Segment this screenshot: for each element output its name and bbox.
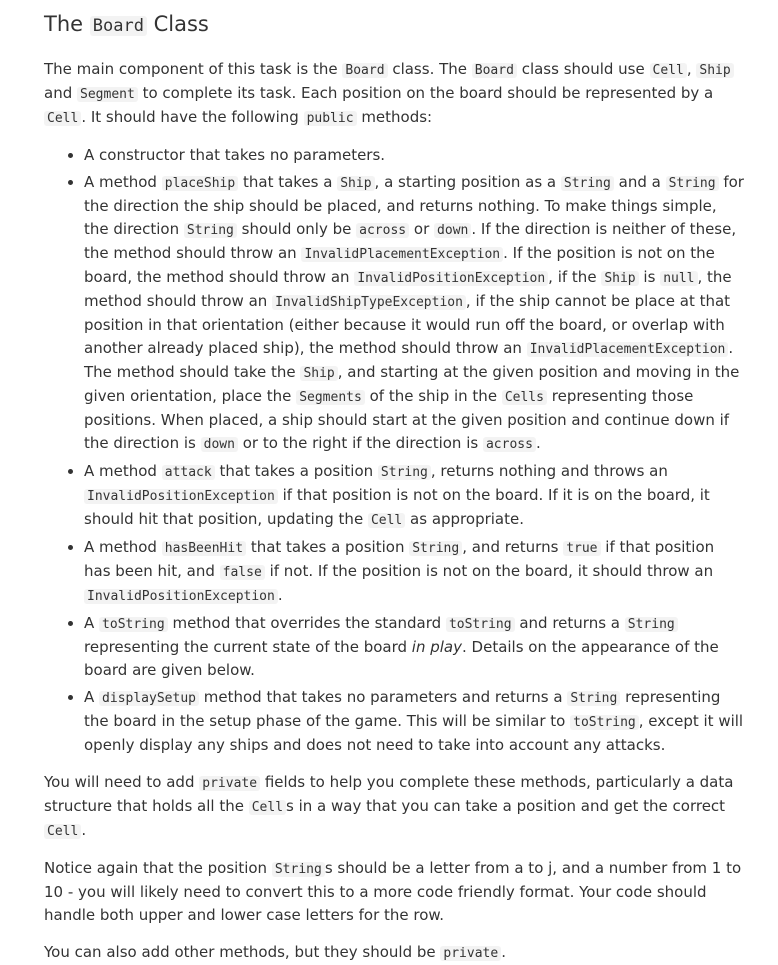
inline-code: down <box>201 437 238 452</box>
inline-code: false <box>220 565 265 580</box>
body-text: . If the position is not on the board, the method should throw an <box>84 244 715 286</box>
inline-code: String <box>567 691 620 706</box>
body-text: . <box>81 821 87 839</box>
inline-code: across <box>483 437 536 452</box>
body-text: class. The <box>392 60 467 78</box>
inline-code: across <box>356 223 409 238</box>
inline-code: InvalidPlacementException <box>527 342 729 357</box>
body-text: s should be a letter from a to j, and a number from 1 to 10 - you will likely need to convert this to a more code friendly format. Your code should handle both upper and lower case letters for the row. <box>44 859 742 924</box>
body-text: method that takes no parameters and returns a <box>203 688 563 706</box>
inline-code: Segment <box>77 87 138 102</box>
body-text: A <box>84 688 95 706</box>
inline-code: Cell <box>249 800 286 815</box>
list-item-attack <box>84 460 744 532</box>
body-text: . <box>501 943 506 961</box>
inline-code: String <box>625 617 678 632</box>
heading-code: Board <box>90 16 147 36</box>
body-text: A method <box>84 173 157 191</box>
inline-code: private <box>199 776 260 791</box>
body-text: to complete its task. Each position on the board should be represented by a <box>142 84 714 102</box>
body-text: , and starting at the given position and moving in the given orientation, place the <box>84 363 740 405</box>
body-text: A <box>84 614 95 632</box>
body-text: A constructor that takes no parameters. <box>84 146 386 164</box>
inline-code: private <box>440 946 501 961</box>
body-text: You will need to add <box>44 773 195 791</box>
body-text: , except it will openly display any ships and does not need to take into account any attacks. <box>84 712 744 754</box>
inline-code: Ship <box>337 176 374 191</box>
body-text: should only be <box>241 220 352 238</box>
fields-paragraph <box>44 771 744 843</box>
heading-text: The <box>44 12 84 36</box>
body-text: . The method should take the <box>84 339 734 381</box>
inline-code: Ship <box>696 63 733 78</box>
inline-code: String <box>184 223 237 238</box>
body-text: . It should have the following <box>81 108 299 126</box>
body-text: and a <box>618 173 661 191</box>
emphasis-text: in play <box>411 638 462 656</box>
inline-code: String <box>378 465 431 480</box>
body-text: . If the direction is neither of these, the method should throw an <box>84 220 737 262</box>
intro-paragraph <box>44 58 744 130</box>
inline-code: toString <box>446 617 515 632</box>
list-item-tostring <box>84 612 744 682</box>
body-text: or <box>413 220 430 238</box>
list-item-hasbeenhit <box>84 536 744 608</box>
inline-code: Cell <box>44 111 81 126</box>
inline-code: Ship <box>300 366 337 381</box>
inline-code: InvalidPositionException <box>84 589 278 604</box>
inline-code: Cells <box>502 390 547 405</box>
position-paragraph <box>44 857 744 927</box>
inline-code: String <box>666 176 719 191</box>
body-text: class should use <box>521 60 645 78</box>
body-text: if that position is not on the board. If it is on the board, it should hit that position, updating the <box>84 486 710 528</box>
body-text: methods: <box>361 108 433 126</box>
inline-code: hasBeenHit <box>162 541 246 556</box>
body-text: fields to help you complete these methods, particularly a data structure that holds all the <box>44 773 734 815</box>
body-text: , <box>686 60 692 78</box>
body-text: or to the right if the direction is <box>242 434 479 452</box>
body-text: The main component of this task is the <box>44 60 338 78</box>
inline-code: attack <box>162 465 215 480</box>
body-text: that takes a <box>242 173 333 191</box>
inline-code: InvalidShipTypeException <box>272 295 466 310</box>
body-text: if that position has been hit, and <box>84 538 715 580</box>
body-text: A method <box>84 538 157 556</box>
inline-code: String <box>272 862 325 877</box>
inline-code: Cell <box>368 513 405 528</box>
inline-code: down <box>434 223 471 238</box>
inline-code: Board <box>342 63 387 78</box>
inline-code: String <box>409 541 462 556</box>
body-text: , a starting position as a <box>374 173 557 191</box>
inline-code: Ship <box>601 271 638 286</box>
list-item-constructor <box>84 144 744 167</box>
inline-code: Segments <box>296 390 365 405</box>
body-text: , and returns <box>462 538 559 556</box>
inline-code: Board <box>472 63 517 78</box>
body-text: , returns nothing and throws an <box>430 462 668 480</box>
inline-code: Cell <box>650 63 687 78</box>
private-methods-paragraph <box>44 941 744 965</box>
body-text: , the method should throw an <box>84 268 732 310</box>
inline-code: String <box>561 176 614 191</box>
inline-code: true <box>563 541 600 556</box>
body-text: that takes a position <box>250 538 405 556</box>
body-text: is <box>643 268 656 286</box>
body-text: . Details on the appearance of the board are given below. <box>84 638 719 679</box>
inline-code: Cell <box>44 824 81 839</box>
list-item-displaysetup <box>84 686 744 757</box>
body-text: and <box>44 84 73 102</box>
body-text: representing those positions. When placed, a ship should start at the given position and continue down if the direction is <box>84 387 730 452</box>
body-text: Notice again that the position <box>44 859 268 877</box>
inline-code: public <box>304 111 357 126</box>
body-text: s in a way that you can take a position and get the correct <box>286 797 726 815</box>
body-text: . <box>535 434 541 452</box>
body-text: A method <box>84 462 157 480</box>
inline-code: InvalidPositionException <box>354 271 548 286</box>
body-text: if not. If the position is not on the board, it should throw an <box>269 562 714 580</box>
body-text: You can also add other methods, but they should be <box>44 943 436 961</box>
body-text: , if the <box>548 268 597 286</box>
inline-code: placeShip <box>162 176 238 191</box>
body-text: representing the board in the setup phase of the game. This will be similar to <box>84 688 721 730</box>
body-text: method that overrides the standard <box>172 614 442 632</box>
inline-code: InvalidPlacementException <box>301 247 503 262</box>
inline-code: InvalidPositionException <box>84 489 278 504</box>
body-text: and returns a <box>519 614 620 632</box>
inline-code: displaySetup <box>99 691 199 706</box>
list-item-placeship <box>84 171 744 456</box>
section-heading <box>44 10 744 40</box>
body-text: , if the ship cannot be place at that position in that orientation (either because it would run off the board, or overlap with another already placed ship), the method should throw an <box>84 292 731 357</box>
body-text: . <box>277 586 283 604</box>
body-text: representing the current state of the board <box>84 638 408 656</box>
body-text: of the ship in the <box>369 387 498 405</box>
inline-code: toString <box>99 617 168 632</box>
heading-text: Class <box>153 12 209 36</box>
body-text: as appropriate. <box>410 510 524 528</box>
inline-code: null <box>660 271 697 286</box>
body-text: for the direction the ship should be placed, and returns nothing. To make things simple, the direction <box>84 173 744 238</box>
method-list <box>44 144 744 757</box>
body-text: that takes a position <box>219 462 374 480</box>
inline-code: toString <box>570 715 639 730</box>
